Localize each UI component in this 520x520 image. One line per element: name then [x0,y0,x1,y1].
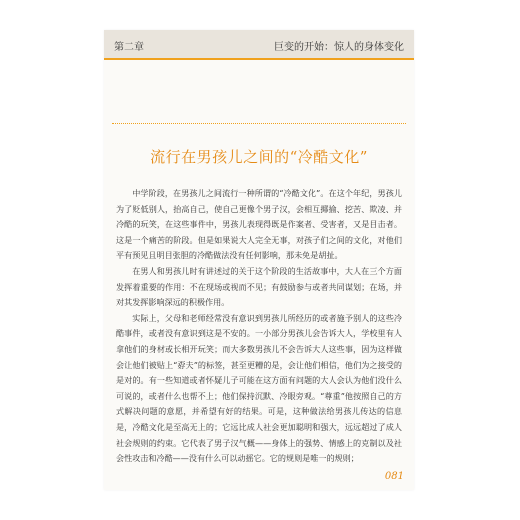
body-text [116,186,402,467]
paragraph-3: 实际上，父母和老师经常没有意识到男孩儿所经历的或者施予别人的这些冷酷事件，或者没有意识到这是不安的。一小部分男孩儿会告诉大人，学校里有人拿他们的身材或长相开玩笑；而大多数男孩儿不会告诉大人这些事，因为这样做会让他们被贴上“孬夫”的标签，甚至更糟的是，会让他们相信，他们为之接受的是对的。有一些知道或者怀疑儿子可能在这方面有问题的大人会认为他们没什么可说的，或者什么也帮不上；他们保持沉默、冷眼旁观。“尊重”他按照自己的方式解决问题的意愿，并希望有好的结果。可是，这种做法给男孩儿传达的信息是，冷酷文化是至高无上的；它远比成人社会更加聪明和强大，远远超过了成人社会规则的约束。它代表了男子汉气概——身体上的强势、情感上的克制以及社会性攻击和冷酷——没有什么可以动摇它。它的规则是唯一的规则； [116,312,402,464]
running-header [104,30,414,60]
section-title: 流行在男孩儿之间的“冷酷文化” [150,148,368,166]
paragraph-1: 中学阶段，在男孩儿之间流行一种所谓的“冷酷文化”。在这个年纪，男孩儿为了贬低别人，抬高自己，使自己更像个男子汉，会相互揶揄、挖苦、欺凌、并冷酷的玩笑，在这些事件中，男孩儿表现得既是作案者、受害者，又是目击者。这是一个痛苦的阶段。但是如果说大人完全无事，对孩子们之间的文化，对他们平有预见且明目张胆的冷酷做法没有任何影响，那未免是胡扯。 [116,188,402,261]
dotted-divider [112,123,406,124]
book-page [104,30,414,490]
chapter-label: 第二章 [114,42,144,53]
header-title: 巨变的开始：惊人的身体变化 [274,42,404,53]
paragraph-2: 在男人和男孩儿时有讲述过的关于这个阶段的生活故事中，大人在三个方面发挥着重要的作用：不在现场或视而不见；有鼓励参与或者共同谋划；在场，并对其发挥影响深远的积极作用。 [116,265,402,308]
page-number: 081 [384,471,404,482]
